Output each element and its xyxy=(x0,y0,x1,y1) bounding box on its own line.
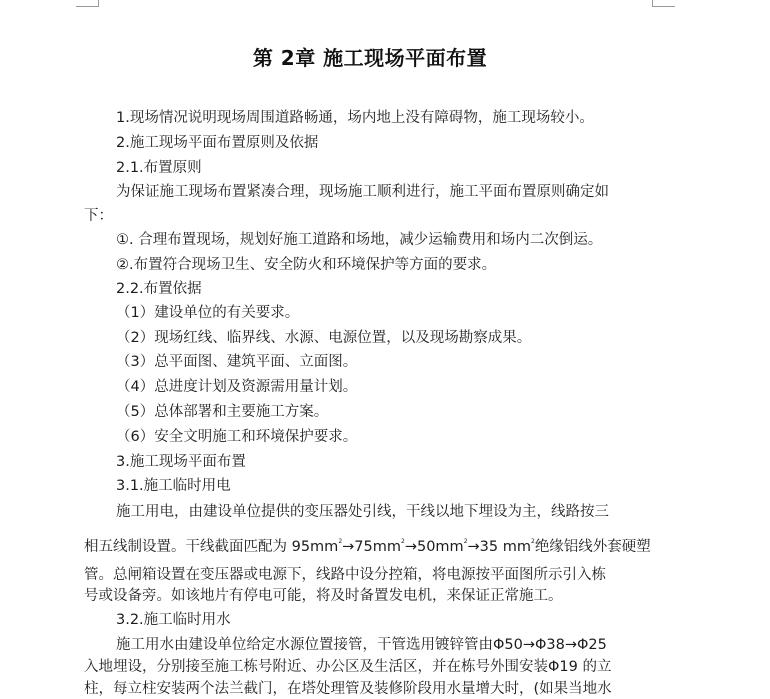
list-item: （2）现场红线、临界线、水源、电源位置，以及现场勘察成果。 xyxy=(116,330,532,346)
paragraph-line: 下： xyxy=(84,208,113,224)
paragraph-line: 号或设备旁。如该地片有停电可能，将及时备置发电机，来保证正常施工。 xyxy=(84,588,563,604)
list-item: （5）总体部署和主要施工方案。 xyxy=(116,404,329,420)
chapter-title: 第 2章 施工现场平面布置 xyxy=(252,46,488,70)
cable-text-50: →50mm xyxy=(404,539,464,555)
section-heading: 2.施工现场平面布置原则及依据 xyxy=(116,135,319,151)
list-item: ①. 合理布置现场，规划好施工道路和场地，减少运输费用和场内二次倒运。 xyxy=(116,232,603,248)
list-item: （4）总进度计划及资源需用量计划。 xyxy=(116,379,358,395)
subsection-heading: 2.1.布置原则 xyxy=(116,160,202,176)
superscript-2: 2 xyxy=(401,538,405,545)
superscript-2: 2 xyxy=(463,538,468,545)
list-item: （1）建设单位的有关要求。 xyxy=(116,305,300,321)
cable-text-suffix: 绝缘铝线外套硬塑 xyxy=(534,539,651,555)
margin-corner-mark xyxy=(76,0,99,7)
subsection-heading: 2.2.布置依据 xyxy=(116,281,202,297)
paragraph-line: 入地埋设，分别接至施工栋号附近、办公区及生活区，并在栋号外围安装Φ19 的立 xyxy=(84,659,612,675)
margin-corner-mark xyxy=(652,0,675,7)
list-item: （3）总平面图、建筑平面、立面图。 xyxy=(116,354,358,370)
section-heading: 3.施工现场平面布置 xyxy=(116,454,246,470)
cable-text-75: →75mm xyxy=(342,539,401,555)
subsection-heading: 3.1.施工临时用电 xyxy=(116,478,231,494)
paragraph-line: 管。总闸箱设置在变压器或电源下，线路中设分控箱，将电源按平面图所示引入栋 xyxy=(84,567,606,583)
paragraph-line: 为保证施工现场布置紧凑合理，现场施工顺利进行，施工平面布置原则确定如 xyxy=(116,184,609,200)
cable-text-35: →35 mm xyxy=(467,539,531,555)
cable-text-prefix: 相五线制设置。干线截面匹配为 95mm xyxy=(84,539,339,555)
paragraph-line: 施工用水由建设单位给定水源位置接管，干管选用镀锌管由Φ50→Φ38→Φ25 xyxy=(116,637,607,653)
list-item: （6）安全文明施工和环境保护要求。 xyxy=(116,429,358,445)
superscript-2: 2 xyxy=(530,538,535,545)
subsection-heading: 3.2.施工临时用水 xyxy=(116,612,231,628)
paragraph-line: 柱，每立柱安装两个法兰截门，在塔处理管及装修阶段用水量增大时，(如果当地水 xyxy=(84,681,612,697)
paragraph-line: 1.现场情况说明现场周围道路畅通，场内地上没有障碍物，施工现场较小。 xyxy=(116,110,594,126)
paragraph-line: 施工用电，由建设单位提供的变压器处引线，干线以地下埋设为主，线路按三 xyxy=(116,504,609,520)
paragraph-line-cable-spec xyxy=(84,537,651,560)
superscript-2: 2 xyxy=(338,538,343,545)
list-item: ②.布置符合现场卫生、安全防火和环境保护等方面的要求。 xyxy=(116,257,497,273)
